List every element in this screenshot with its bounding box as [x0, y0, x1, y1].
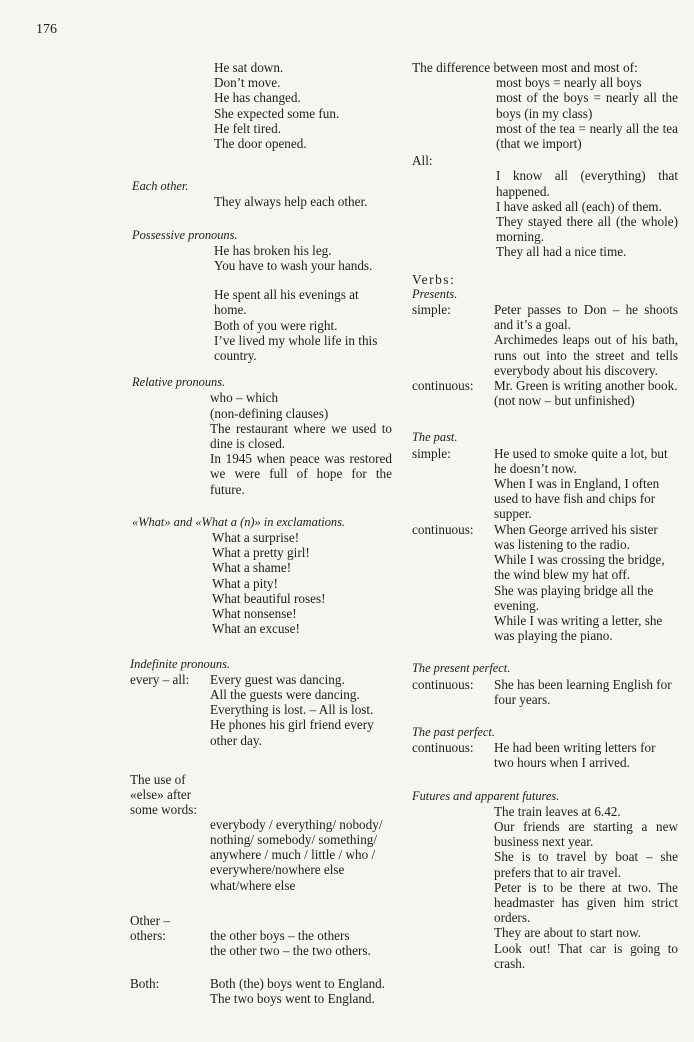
example-line: who – which	[210, 390, 279, 406]
example-line: Every guest was dancing.	[210, 671, 345, 687]
intro-examples	[132, 60, 392, 151]
example-line: The train leaves at 6.42.	[494, 803, 621, 819]
example-line: You have to wash your hands.	[214, 258, 373, 274]
right-column	[412, 60, 678, 987]
example-line: He phones his girl friend every other day.	[210, 717, 374, 748]
page-number: 176	[36, 22, 57, 37]
section-heading: Verbs:	[412, 271, 456, 287]
example-line: He had been writing letters for two hours when I arrived.	[494, 740, 656, 771]
example-line: All the guests were dancing.	[210, 686, 360, 702]
past-subsection	[412, 430, 678, 643]
example-line: She has been learning English for four years.	[494, 676, 672, 707]
example-line: Peter passes to Don – he shoots and it’s a goal.	[494, 302, 678, 333]
section-heading: Possessive pronouns.	[132, 227, 238, 242]
section-heading: Each other.	[132, 179, 189, 194]
example-line: What a pretty girl!	[212, 545, 310, 561]
most-section	[412, 60, 678, 151]
term-label: continuous:	[412, 676, 474, 692]
example-line: He sat down.	[214, 60, 284, 75]
futures-subsection	[412, 789, 678, 971]
present-perfect-subsection	[412, 661, 678, 707]
example-line: Mr. Green is writing another book. (not now – but unfinished)	[494, 378, 678, 409]
example-line: He has changed.	[214, 90, 301, 106]
example-line: I have asked all (each) of them.	[496, 198, 662, 214]
term-label: All:	[412, 153, 433, 169]
section-heading: «What» and «What a (n)» in exclamations.	[132, 514, 346, 529]
example-line: While I was writing a letter, she was playing the piano.	[494, 612, 663, 644]
term-label: every – all:	[130, 671, 190, 687]
term-label: continuous:	[412, 378, 474, 394]
left-column	[132, 60, 392, 1023]
possessive-section	[132, 228, 392, 364]
section-heading: The difference between most and most of:	[412, 60, 638, 75]
term-label: continuous:	[412, 521, 474, 537]
term-label: The use of «else» after some words:	[130, 771, 198, 818]
example-line: Don’t move.	[214, 75, 281, 91]
example-line: I’ve lived my whole life in this country.	[214, 332, 378, 364]
subsection-heading: The past.	[412, 430, 458, 445]
term-label: simple:	[412, 302, 451, 318]
example-line: everybody / everything/ nobody/ nothing/ somebody/ something/ anywhere / much / little / who / everywhere/nowhere else	[210, 816, 383, 878]
example-line: Both (the) boys went to England.	[210, 976, 386, 992]
indefinite-section	[130, 657, 392, 748]
both-section	[130, 976, 392, 1006]
example-line: They stayed there all (the whole) morning.	[496, 214, 678, 245]
example-line: What a surprise!	[212, 530, 300, 546]
example-line: What nonsense!	[212, 606, 297, 622]
example-line: He used to smoke quite a lot, but he doesn’t now.	[494, 445, 668, 476]
section-heading: Relative pronouns.	[132, 375, 226, 390]
example-line: the other boys – the others	[210, 927, 350, 943]
example-line: She was playing bridge all the evening.	[494, 582, 654, 613]
term-label: simple:	[412, 445, 451, 461]
example-line: What a pity!	[212, 575, 278, 591]
subsection-heading: Futures and apparent futures.	[412, 788, 560, 803]
example-line: what/where else	[210, 877, 296, 893]
example-line: The door opened.	[214, 136, 307, 152]
term-label: Other – others:	[130, 912, 170, 943]
example-line: They all had a nice time.	[496, 244, 627, 260]
example-line: Look out! That car is going to crash.	[494, 940, 678, 971]
example-line: (non-defining clauses)	[210, 405, 329, 421]
example-line: The restaurant where we used to dine is closed.	[210, 420, 392, 452]
relative-section	[132, 375, 392, 497]
other-section	[130, 913, 392, 958]
subsection-heading: Presents.	[412, 286, 458, 301]
example-line: Archimedes leaps out of his bath, runs out into the street and tells everybody about his discovery.	[494, 332, 678, 378]
example-line: Both of you were right.	[214, 317, 338, 333]
term-label: continuous:	[412, 740, 474, 756]
example-line: Everything is lost. – All is lost.	[210, 702, 374, 718]
example-line: They always help each other.	[214, 194, 368, 210]
term-label: Both:	[130, 976, 160, 992]
example-line: They are about to start now.	[494, 925, 642, 941]
example-line: The two boys went to England.	[210, 991, 375, 1007]
example-line: I know all (everything) that happened.	[496, 168, 678, 199]
past-perfect-subsection	[412, 725, 678, 771]
presents-subsection	[412, 287, 678, 409]
example-line: What a shame!	[212, 560, 292, 576]
example-line: Peter is to be there at two. The headmaster has given him strict orders.	[494, 879, 678, 926]
section-heading: Indefinite pronouns.	[130, 656, 231, 671]
example-line: When I was in England, I often used to have fish and chips for supper.	[494, 476, 660, 522]
example-line: While I was crossing the bridge, the wind blew my hat off.	[494, 552, 665, 583]
example-line: most boys = nearly all boys	[496, 75, 642, 91]
verbs-section	[412, 272, 678, 971]
example-line: He felt tired.	[214, 120, 282, 136]
subsection-heading: The past perfect.	[412, 724, 495, 739]
example-line: the other two – the two others.	[210, 942, 371, 958]
example-line: most of the tea = nearly all the tea (that we import)	[496, 120, 678, 152]
else-section	[130, 772, 392, 893]
each-other-section	[132, 179, 392, 209]
example-line: When George arrived his sister was listening to the radio.	[494, 521, 658, 552]
exclamations-section	[132, 515, 392, 637]
example-line: He has broken his leg.	[214, 242, 332, 258]
subsection-heading: The present perfect.	[412, 661, 511, 676]
all-section	[412, 153, 678, 259]
example-line: What an excuse!	[212, 621, 300, 637]
example-line: Our friends are starting a new business next year.	[494, 818, 678, 850]
example-line: He spent all his evenings at home.	[214, 287, 359, 318]
example-line: What beautiful roses!	[212, 590, 326, 606]
example-line: most of the boys = nearly all the boys (in my class)	[496, 90, 678, 121]
example-line: She expected some fun.	[214, 105, 340, 121]
example-line: She is to travel by boat – she prefers that to air travel.	[494, 849, 678, 880]
example-line: In 1945 when peace was restored we were full of hope for the future.	[210, 451, 392, 497]
